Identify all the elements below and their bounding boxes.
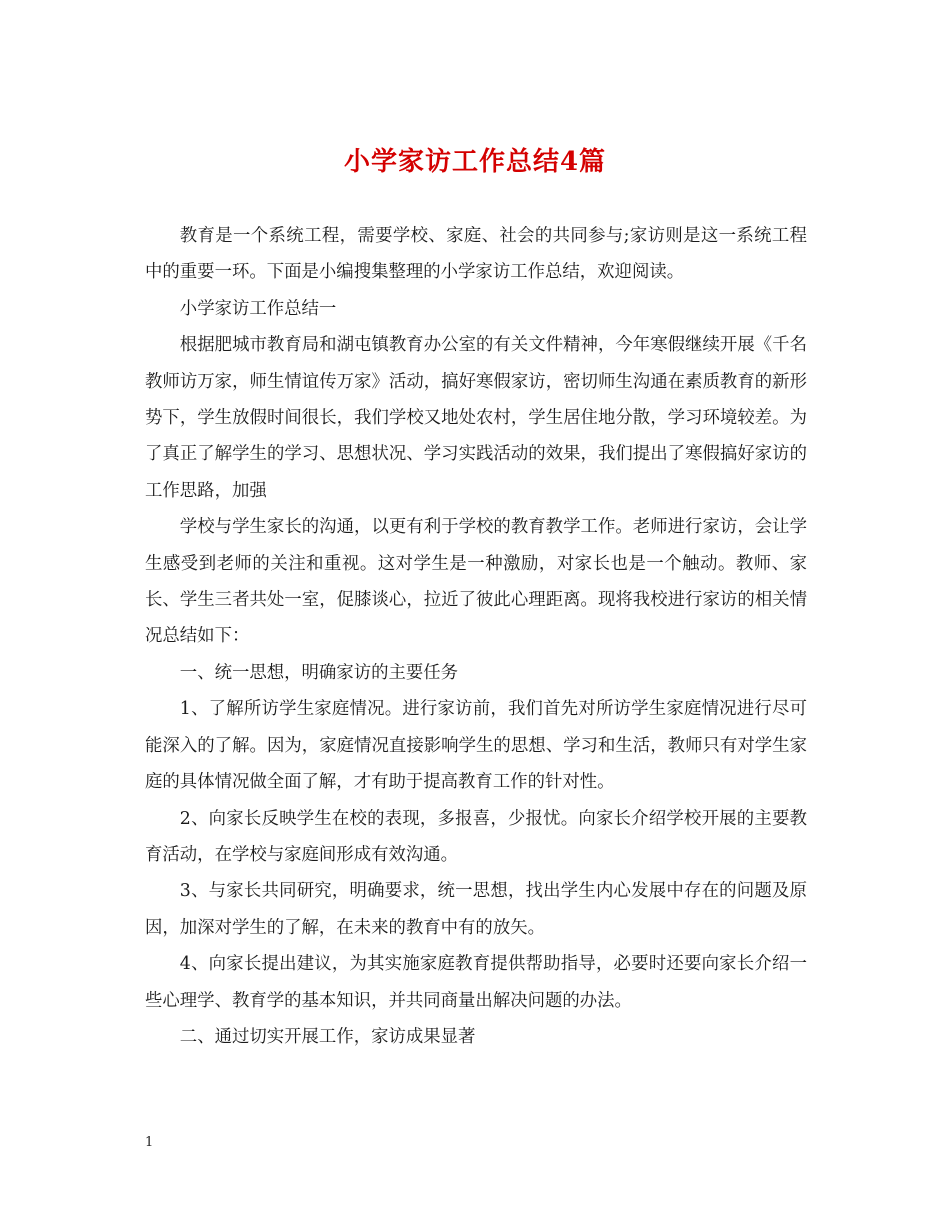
body-paragraph: 学校与学生家长的沟通，以更有利于学校的教育教学工作。老师进行家访，会让学生感受到老师的关注和重视。这对学生是一种激励，对家长也是一个触动。教师、家长、学生三者共处一室，促膝谈心，拉近了彼此心理距离。现将我校进行家访的相关情况总结如下：: [145, 517, 807, 647]
intro-paragraph: 教育是一个系统工程，需要学校、家庭、社会的共同参与;家访则是这一系统工程中的重要一环。下面是小编搜集整理的小学家访工作总结，欢迎阅读。: [145, 226, 807, 283]
body-paragraph: 根据肥城市教育局和湖屯镇教育办公室的有关文件精神，今年寒假继续开展《千名教师访万家，师生情谊传万家》活动，搞好寒假家访，密切师生沟通在素质教育的新形势下，学生放假时间很长，我们学校又地处农村，学生居住地分散，学习环境较差。为了真正了解学生的学习、思想状况、学习实践活动的效果，我们提出了寒假搞好家访的工作思路，加强: [145, 335, 807, 501]
list-item-1: 1、了解所访学生家庭情况。进行家访前，我们首先对所访学生家庭情况进行尽可能深入的了解。因为，家庭情况直接影响学生的思想、学习和生活，教师只有对学生家庭的具体情况做全面了解，才有助于提高教育工作的针对性。: [145, 699, 807, 793]
list-item-4: 4、向家长提出建议，为其实施家庭教育提供帮助指导，必要时还要向家长介绍一些心理学、教育学的基本知识，并共同商量出解决问题的办法。: [145, 954, 807, 1011]
section-heading-two: 二、通过切实开展工作，家访成果显著: [179, 1026, 476, 1047]
page-title: 小学家访工作总结4篇: [343, 147, 607, 177]
page-number: 1: [145, 1135, 154, 1150]
section-heading-summary-one: 小学家访工作总结一: [179, 298, 337, 319]
section-heading-one: 一、统一思想，明确家访的主要任务: [179, 662, 459, 683]
list-item-2: 2、向家长反映学生在校的表现，多报喜，少报忧。向家长介绍学校开展的主要教育活动，在学校与家庭间形成有效沟通。: [145, 808, 807, 865]
list-item-3: 3、与家长共同研究，明确要求，统一思想，找出学生内心发展中存在的问题及原因，加深对学生的了解，在未来的教育中有的放矢。: [145, 881, 807, 938]
document-body: [145, 218, 807, 1055]
